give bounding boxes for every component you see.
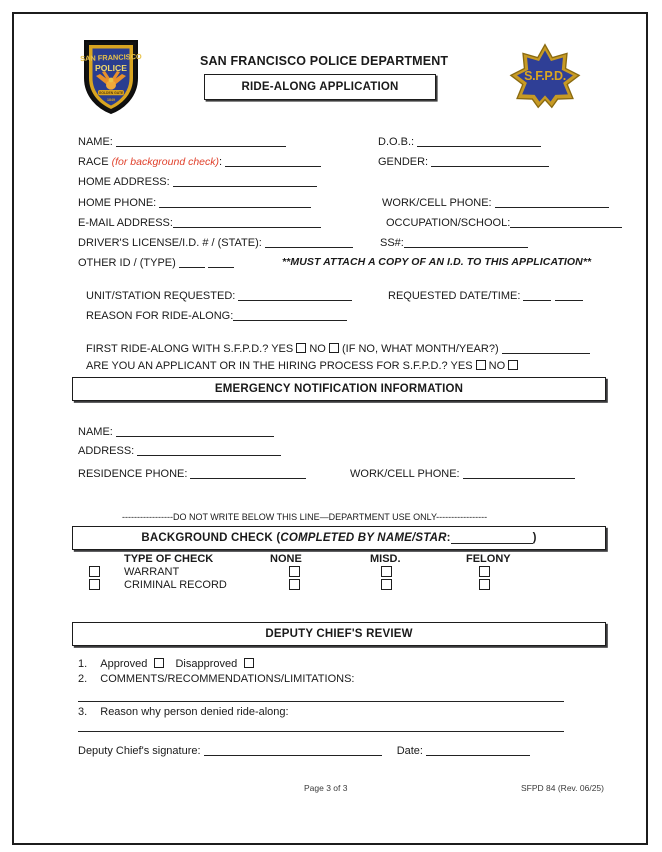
- emergency-address-input-line[interactable]: [137, 444, 281, 456]
- work-cell-phone-input-line[interactable]: [495, 196, 609, 208]
- race-input-line[interactable]: [225, 155, 321, 167]
- first-ridealong-label: FIRST RIDE-ALONG WITH S.F.P.D.? YES: [86, 343, 294, 355]
- attach-id-notice-text: **MUST ATTACH A COPY OF AN I.D. TO THIS APPLICATION**: [282, 256, 592, 268]
- review-item-1-number: 1.: [78, 658, 88, 670]
- criminal-record-row-checkbox[interactable]: [89, 579, 100, 590]
- first-ridealong-no-label: NO: [309, 343, 326, 355]
- page-content: [14, 14, 646, 843]
- review-item-3-number: 3.: [78, 706, 88, 718]
- svg-text:1849: 1849: [107, 98, 115, 102]
- deputy-chief-date-label: Date:: [396, 745, 423, 757]
- reason-denied-write-line[interactable]: [78, 731, 564, 732]
- dob-label: D.O.B.:: [378, 136, 415, 148]
- field-drivers-license: [78, 236, 353, 250]
- emergency-name-input-line[interactable]: [116, 425, 274, 437]
- background-check-banner-prefix: BACKGROUND CHECK (: [141, 532, 281, 544]
- warrant-felony-checkbox[interactable]: [479, 566, 490, 577]
- warrant-row-checkbox[interactable]: [89, 566, 100, 577]
- occupation-input-line[interactable]: [510, 216, 622, 228]
- other-id-input-line-2[interactable]: [208, 256, 234, 268]
- other-id-label: OTHER ID / (TYPE): [78, 257, 176, 269]
- first-ridealong-no-checkbox[interactable]: [329, 343, 339, 353]
- attach-id-notice: [282, 256, 591, 269]
- email-input-line[interactable]: [173, 216, 321, 228]
- work-cell-phone-label: WORK/CELL PHONE:: [382, 197, 492, 209]
- deputy-chief-signature-label: Deputy Chief's signature:: [78, 745, 201, 757]
- name-input-line[interactable]: [116, 135, 286, 147]
- race-note: (for background check): [111, 156, 220, 168]
- background-check-col-type: TYPE OF CHECK: [124, 553, 214, 565]
- field-emergency-residence-phone: [78, 467, 306, 481]
- background-check-banner-italic: COMPLETED BY NAME/STAR: [280, 532, 447, 544]
- if-no-month-year-label: (IF NO, WHAT MONTH/YEAR?): [341, 343, 499, 355]
- deputy-chief-review-banner-text: DEPUTY CHIEF'S REVIEW: [265, 628, 413, 640]
- review-item-3: [78, 706, 289, 719]
- emergency-residence-phone-label: RESIDENCE PHONE:: [78, 468, 188, 480]
- question-applicant-hiring-process: [86, 360, 518, 373]
- requested-datetime-label: REQUESTED DATE/TIME:: [388, 290, 521, 302]
- background-check-banner-colon: :: [446, 532, 451, 544]
- department-title: SAN FRANCISCO POLICE DEPARTMENT: [200, 54, 449, 68]
- race-label: RACE: [78, 156, 109, 168]
- unit-station-input-line[interactable]: [238, 289, 352, 301]
- approved-label: Approved: [100, 658, 148, 670]
- form-title: RIDE-ALONG APPLICATION: [241, 81, 399, 93]
- deputy-chief-signature-input-line[interactable]: [204, 744, 382, 756]
- page-number: Page 3 of 3: [304, 783, 348, 793]
- field-ssn: [380, 236, 528, 250]
- review-item-1: [78, 658, 254, 671]
- background-check-col-misd: MISD.: [370, 553, 401, 565]
- deputy-chief-signature-row: [78, 744, 530, 758]
- field-name: [78, 135, 286, 149]
- applicant-hiring-process-label: ARE YOU AN APPLICANT OR IN THE HIRING PROCESS FOR S.F.P.D.?: [86, 360, 448, 372]
- field-gender: [378, 155, 549, 169]
- reason-for-ridealong-label: REASON FOR RIDE-ALONG:: [86, 310, 234, 322]
- reason-denied-label: Reason why person denied ride-along:: [100, 706, 289, 718]
- emergency-address-label: ADDRESS:: [78, 445, 135, 457]
- unit-station-label: UNIT/STATION REQUESTED:: [86, 290, 236, 302]
- field-work-cell-phone: [382, 196, 609, 210]
- form-title-box: [204, 74, 436, 100]
- emergency-work-cell-phone-input-line[interactable]: [463, 467, 575, 479]
- home-address-label: HOME ADDRESS:: [78, 176, 170, 188]
- emergency-work-cell-phone-label: WORK/CELL PHONE:: [350, 468, 460, 480]
- warrant-misd-checkbox[interactable]: [381, 566, 392, 577]
- requested-date-input-line[interactable]: [523, 289, 551, 301]
- comments-label: COMMENTS/RECOMMENDATIONS/LIMITATIONS:: [100, 673, 355, 685]
- field-emergency-work-cell-phone: [350, 467, 575, 481]
- drivers-license-input-line[interactable]: [265, 236, 353, 248]
- sfpd-seven-point-star-icon: [509, 42, 581, 112]
- field-emergency-name: [78, 425, 274, 439]
- emergency-name-label: NAME:: [78, 426, 113, 438]
- email-label: E-MAIL ADDRESS:: [78, 217, 173, 229]
- review-item-2-number: 2.: [78, 673, 88, 685]
- hiring-yes-checkbox[interactable]: [476, 360, 486, 370]
- emergency-notification-banner-text: EMERGENCY NOTIFICATION INFORMATION: [214, 383, 464, 395]
- question-first-ridealong: [86, 342, 590, 356]
- form-revision: SFPD 84 (Rev. 06/25): [521, 783, 604, 793]
- dob-input-line[interactable]: [417, 135, 541, 147]
- comments-write-line-1[interactable]: [78, 701, 564, 702]
- do-not-write-below-text: -----------------DO NOT WRITE BELOW THIS LINE—DEPARTMENT USE ONLY-----------------: [122, 512, 488, 522]
- field-reason-for-ridealong: [86, 309, 347, 323]
- field-dob: [378, 135, 541, 149]
- field-requested-datetime: [388, 289, 583, 303]
- background-check-col-felony: FELONY: [466, 553, 511, 565]
- first-ridealong-yes-checkbox[interactable]: [296, 343, 306, 353]
- criminal-record-none-checkbox[interactable]: [289, 579, 300, 590]
- requested-time-input-line[interactable]: [555, 289, 583, 301]
- do-not-write-below-divider: [122, 511, 487, 524]
- field-home-phone: [78, 196, 311, 210]
- deputy-chief-date-input-line[interactable]: [426, 744, 530, 756]
- other-id-input-line-1[interactable]: [179, 256, 205, 268]
- emergency-notification-banner: [72, 377, 606, 401]
- background-check-banner-close: ): [532, 532, 537, 544]
- hiring-no-checkbox[interactable]: [508, 360, 518, 370]
- background-check-name-star-input-line[interactable]: [451, 532, 533, 544]
- sfpd-shield-patch-icon: [80, 36, 142, 116]
- field-occupation: [386, 216, 622, 230]
- warrant-none-checkbox[interactable]: [289, 566, 300, 577]
- gender-label: GENDER:: [378, 156, 429, 168]
- background-check-row-warrant-label: WARRANT: [124, 566, 180, 578]
- svg-text:SAN FRANCISCO: SAN FRANCISCO: [80, 51, 142, 64]
- page-footer: [14, 783, 646, 797]
- field-unit-station: [86, 289, 352, 303]
- occupation-label: OCCUPATION/SCHOOL:: [386, 217, 511, 229]
- drivers-license-label: DRIVER'S LICENSE/I.D. # / (STATE):: [78, 237, 262, 249]
- home-phone-input-line[interactable]: [159, 196, 311, 208]
- if-no-month-year-input-line[interactable]: [502, 342, 590, 354]
- disapproved-label: Disapproved: [175, 658, 238, 670]
- background-check-row-criminal-record-label: CRIMINAL RECORD: [124, 579, 227, 591]
- criminal-record-felony-checkbox[interactable]: [479, 579, 490, 590]
- background-check-banner: [72, 526, 606, 550]
- reason-for-ridealong-input-line[interactable]: [233, 309, 347, 321]
- criminal-record-misd-checkbox[interactable]: [381, 579, 392, 590]
- document-page: [12, 12, 648, 845]
- name-label: NAME:: [78, 136, 113, 148]
- background-check-col-none: NONE: [270, 553, 302, 565]
- approved-checkbox[interactable]: [154, 658, 164, 668]
- field-emergency-address: [78, 444, 281, 458]
- ssn-label: SS#:: [380, 237, 404, 249]
- svg-text:POLICE: POLICE: [95, 63, 127, 73]
- field-race: [78, 155, 321, 169]
- form-header: [14, 14, 646, 126]
- race-colon: :: [219, 156, 223, 168]
- svg-text:S.F.P.D.: S.F.P.D.: [524, 69, 566, 83]
- deputy-chief-review-banner: [72, 622, 606, 646]
- home-address-input-line[interactable]: [173, 175, 317, 187]
- ssn-input-line[interactable]: [404, 236, 528, 248]
- field-other-id: [78, 256, 234, 270]
- field-email: [78, 216, 321, 230]
- hiring-no-label: NO: [488, 360, 506, 372]
- review-item-2: [78, 673, 354, 686]
- home-phone-label: HOME PHONE:: [78, 197, 157, 209]
- hiring-yes-label: YES: [450, 360, 473, 372]
- gender-input-line[interactable]: [431, 155, 549, 167]
- field-home-address: [78, 175, 317, 189]
- emergency-residence-phone-input-line[interactable]: [190, 467, 306, 479]
- disapproved-checkbox[interactable]: [244, 658, 254, 668]
- svg-text:GOLDEN GATE: GOLDEN GATE: [98, 91, 124, 96]
